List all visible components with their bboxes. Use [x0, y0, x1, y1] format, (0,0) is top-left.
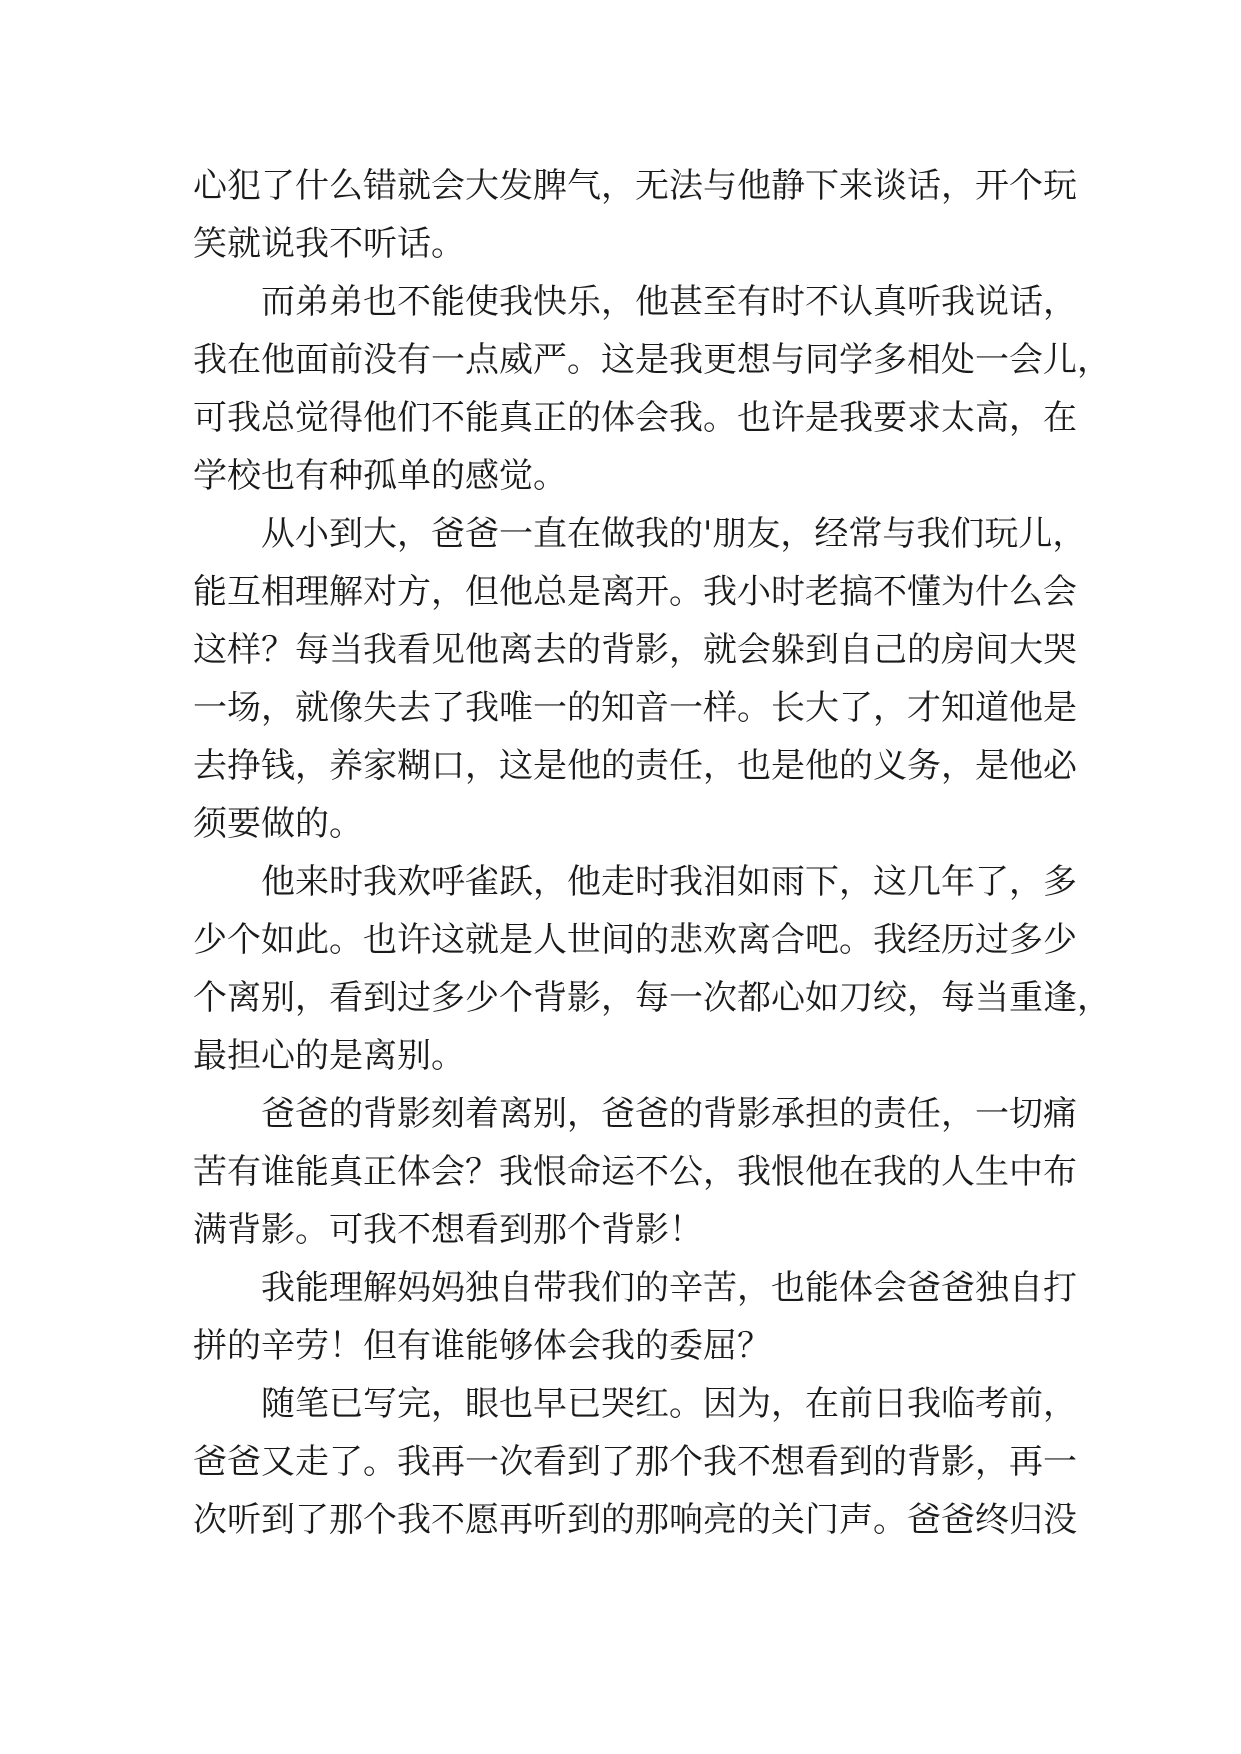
text-line: 他来时我欢呼雀跃，他走时我泪如雨下，这几年了，多 — [261, 862, 1077, 902]
text-line: 次听到了那个我不愿再听到的那响亮的关门声。爸爸终归没 — [193, 1500, 1077, 1540]
text-line: 去挣钱，养家糊口，这是他的责任，也是他的义务，是他必 — [193, 746, 1077, 786]
text-line: 苦有谁能真正体会？我恨命运不公，我恨他在我的人生中布 — [193, 1152, 1077, 1192]
text-line: 我能理解妈妈独自带我们的辛苦，也能体会爸爸独自打 — [261, 1268, 1077, 1308]
text-line: 我在他面前没有一点威严。这是我更想与同学多相处一会儿， — [193, 340, 1111, 380]
text-line: 个离别，看到过多少个背影，每一次都心如刀绞，每当重逢， — [193, 978, 1111, 1018]
text-line: 满背影。可我不想看到那个背影！ — [193, 1210, 703, 1250]
text-line: 随笔已写完，眼也早已哭红。因为，在前日我临考前， — [261, 1384, 1077, 1424]
text-line: 最担心的是离别。 — [193, 1036, 465, 1076]
text-line: 少个如此。也许这就是人世间的悲欢离合吧。我经历过多少 — [193, 920, 1077, 960]
text-line: 从小到大，爸爸一直在做我的'朋友，经常与我们玩儿， — [261, 514, 1087, 554]
body-text — [193, 157, 1111, 1549]
text-line: 一场，就像失去了我唯一的知音一样。长大了，才知道他是 — [193, 688, 1077, 728]
text-line: 学校也有种孤单的感觉。 — [193, 456, 567, 496]
text-line: 须要做的。 — [193, 804, 363, 844]
text-line: 笑就说我不听话。 — [193, 224, 465, 264]
text-line: 爸爸的背影刻着离别，爸爸的背影承担的责任，一切痛 — [261, 1094, 1077, 1134]
text-line: 可我总觉得他们不能真正的体会我。也许是我要求太高，在 — [193, 398, 1077, 438]
text-line: 心犯了什么错就会大发脾气，无法与他静下来谈话，开个玩 — [193, 166, 1077, 206]
text-line: 拼的辛劳！但有谁能够体会我的委屈？ — [193, 1326, 771, 1366]
text-line: 能互相理解对方，但他总是离开。我小时老搞不懂为什么会 — [193, 572, 1077, 612]
text-line: 而弟弟也不能使我快乐，他甚至有时不认真听我说话， — [261, 282, 1077, 322]
text-line: 这样？每当我看见他离去的背影，就会躲到自己的房间大哭 — [193, 630, 1077, 670]
text-line: 爸爸又走了。我再一次看到了那个我不想看到的背影，再一 — [193, 1442, 1077, 1482]
